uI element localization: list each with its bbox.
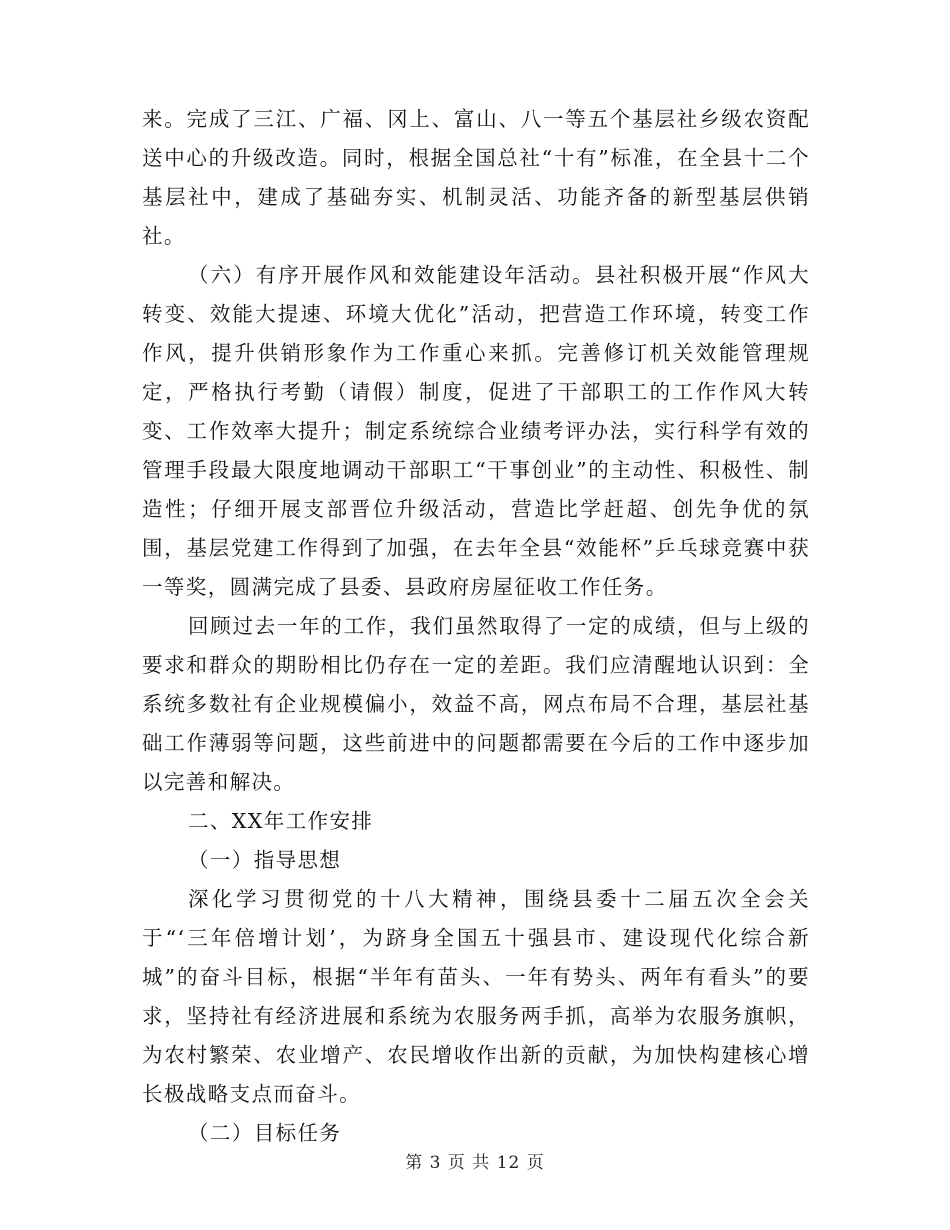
subsection-heading-goals: （二）目标任务 [188,1121,342,1145]
page-number-footer: 第 3 页 共 12 页 [405,1153,545,1173]
section-heading-work-plan: 二、XX年工作安排 [188,809,374,833]
paragraph-guiding-thought: 深化学习贯彻党的十八大精神，围绕县委十二届五次全会关于“‘三年倍增计划’，为跻身全国五十强县市、建设现代化综合新城”的奋斗目标，根据“半年有苗头、一年有势头、两年有看头”的要求，坚持社有经济进展和系统为农服务两手抓，高举为农服务旗帜，为农村繁荣、农业增产、农民增收作出新的贡献，为加快构建核心增长极战略支点而奋斗。 [142,887,810,1106]
document-body [142,100,810,1153]
subsection-heading-guiding-thought: （一）指导思想 [188,848,342,872]
paragraph-section-six: （六）有序开展作风和效能建设年活动。县社积极开展“作风大转变、效能大提速、环境大优化”活动，把营造工作环境，转变工作作风，提升供销形象作为工作重心来抓。完善修订机关效能管理规定，严格执行考勤（请假）制度，促进了干部职工的工作作风大转变、工作效率大提升；制定系统综合业绩考评办法，实行科学有效的管理手段最大限度地调动干部职工“干事创业”的主动性、积极性、制造性；仔细开展支部晋位升级活动，营造比学赶超、创先争优的氛围，基层党建工作得到了加强，在去年全县“效能杯”乒乓球竞赛中获一等奖，圆满完成了县委、县政府房屋征收工作任务。 [142,263,810,599]
paragraph-review: 回顾过去一年的工作，我们虽然取得了一定的成绩，但与上级的要求和群众的期盼相比仍存在一定的差距。我们应清醒地认识到：全系统多数社有企业规模偏小，效益不高，网点布局不合理，基层社基础工作薄弱等问题，这些前进中的问题都需要在今后的工作中逐步加以完善和解决。 [142,614,810,794]
paragraph-continuation: 来。完成了三江、广福、冈上、富山、八一等五个基层社乡级农资配送中心的升级改造。同时，根据全国总社“十有”标准，在全县十二个基层社中，建成了基础夯实、机制灵活、功能齐备的新型基层供销社。 [142,107,810,248]
